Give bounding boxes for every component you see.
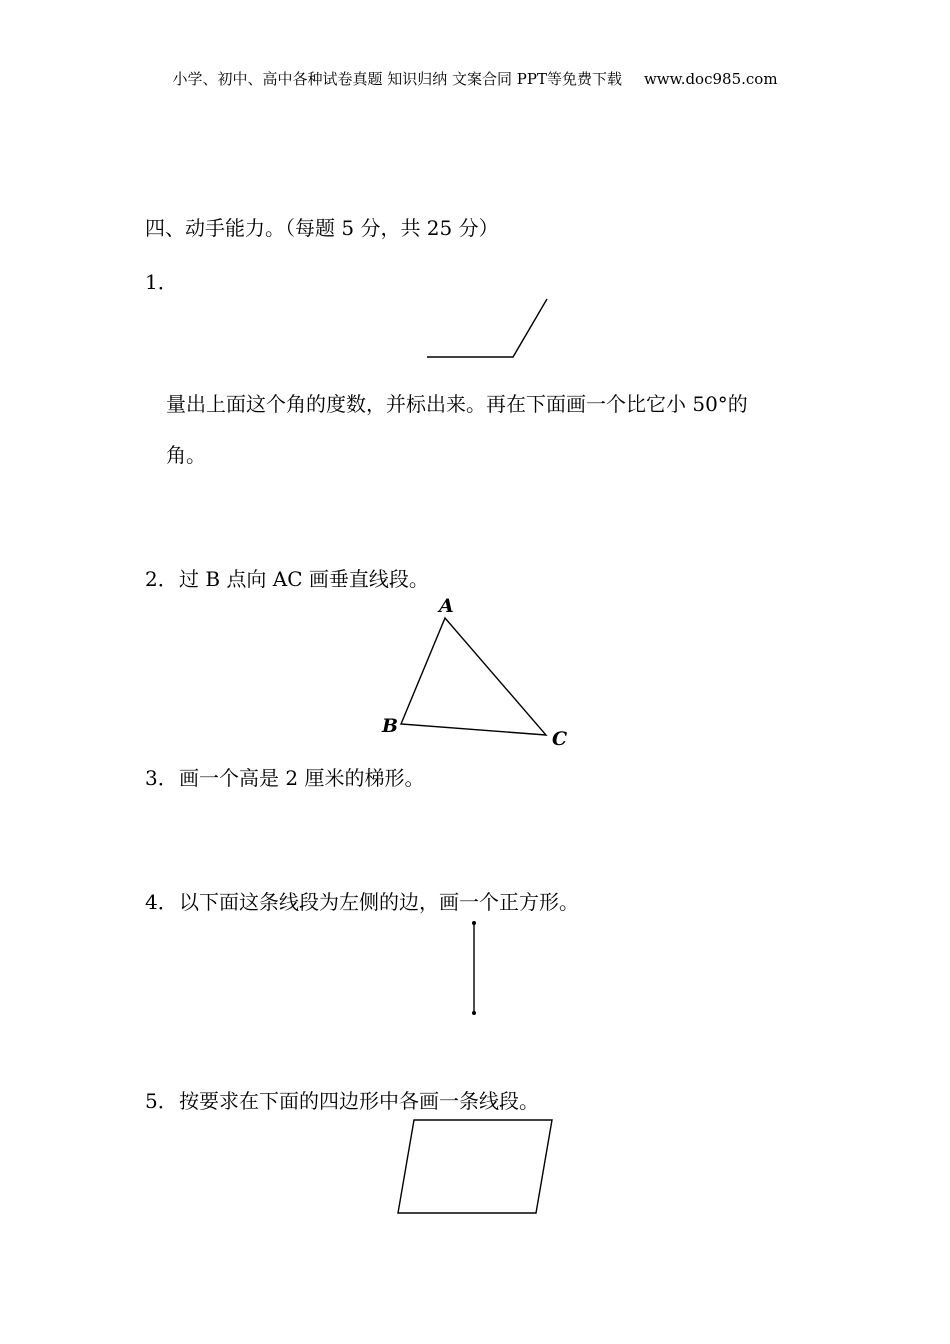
- vertex-label-c: C: [552, 728, 568, 750]
- question-5-text: 按要求在下面的四边形中各画一条线段。: [179, 1089, 539, 1113]
- triangle-abc-figure: [370, 592, 580, 762]
- page-header: [0, 68, 950, 89]
- question-3-number: 3．: [145, 766, 178, 790]
- angle-figure: [420, 292, 560, 364]
- vertex-label-b: B: [382, 715, 399, 737]
- question-4-text: 以下面这条线段为左侧的边，画一个正方形。: [179, 890, 579, 914]
- header-text: 小学、初中、高中各种试卷真题 知识归纳 文案合同 PPT等免费下载: [172, 70, 622, 88]
- triangle-abc: [401, 618, 546, 735]
- header-site: www.doc985.com: [643, 70, 778, 88]
- segment-endpoint-bottom: [472, 1011, 476, 1015]
- question-2-text: 过 B 点向 AC 画垂直线段。: [179, 567, 429, 591]
- question-4-number: 4．: [145, 890, 178, 914]
- question-2-number: 2．: [145, 567, 178, 591]
- segment-endpoint-top: [472, 921, 476, 925]
- parallelogram: [398, 1120, 552, 1213]
- vertex-label-a: A: [439, 595, 454, 617]
- angle-rays: [427, 299, 547, 357]
- vertical-segment-figure: [466, 916, 482, 1020]
- question-1-number: 1．: [145, 270, 178, 294]
- question-1-text: 量出上面这个角的度数，并标出来。再在下面画一个比它小 50°的: [166, 392, 748, 416]
- question-3-text: 画一个高是 2 厘米的梯形。: [179, 766, 425, 790]
- parallelogram-figure: [390, 1113, 560, 1221]
- section-title: 四、动手能力。（每题 5 分，共 25 分）: [145, 216, 499, 240]
- question-1-text-cont: 角。: [166, 443, 206, 467]
- question-5-number: 5．: [145, 1089, 178, 1113]
